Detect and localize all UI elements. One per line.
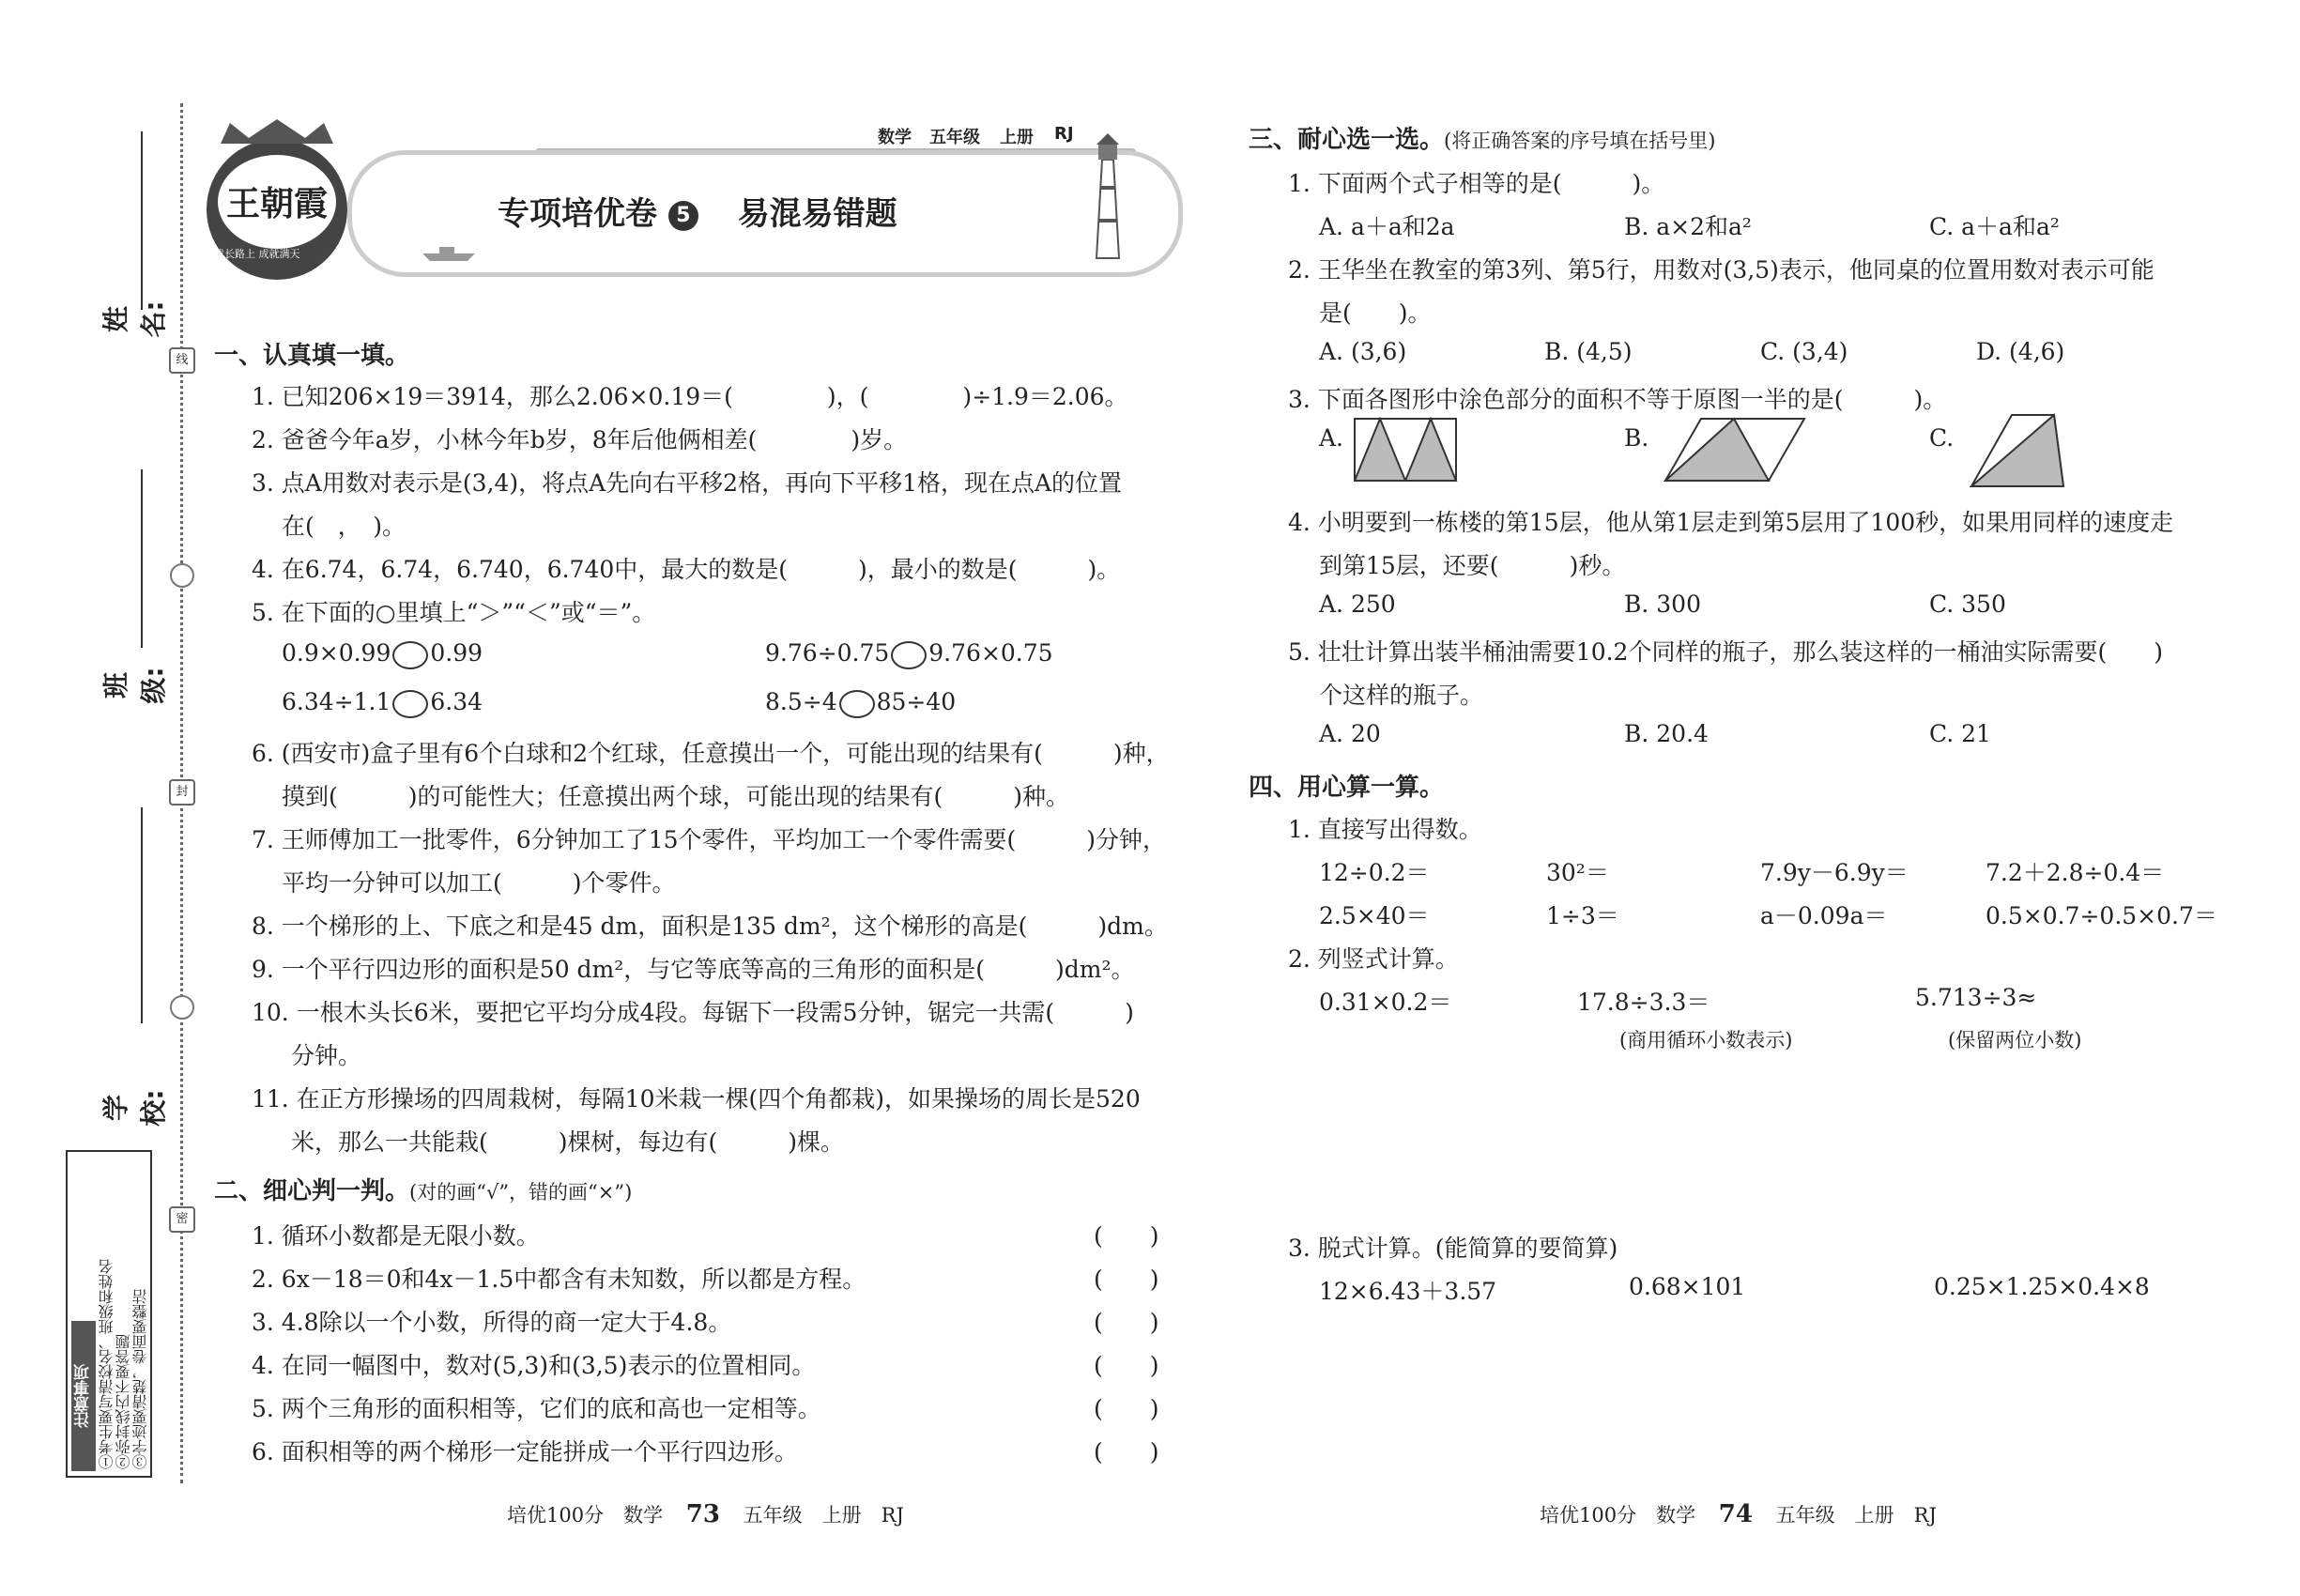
calc-1-item: 0.5×0.7÷0.5×0.7＝ [1986,902,2217,929]
choice-5-option: B. 20.4 [1624,720,1709,747]
school-label: 学 校: [100,1089,169,1127]
section4-title: 四、用心算一算。 [1249,774,1445,802]
page-number: 73 [685,1500,720,1528]
footer-grade: 五年级 上册 RJ [1775,1504,1937,1527]
figure-b [1664,417,1806,484]
choice-3-option-b: B. [1624,424,1649,452]
logo-text: 王朝霞 [225,185,328,223]
compare-left: 8.5÷4 [765,688,837,715]
calc-2: 2. 列竖式计算。 [1288,945,1459,973]
choice-5-line1: 5. 壮壮计算出装半桶油需要10.2个同样的瓶子，那么装这样的一桶油实际需要( ) [1288,638,2163,666]
question-3-line2: 在( ， )。 [282,513,406,540]
meta-edition: RJ [1054,124,1074,144]
compare-circle[interactable] [891,641,927,669]
meta-subject: 数学 [878,128,912,147]
question-11-line2: 米，那么一共能栽( )棵树，每边有( )棵。 [291,1128,845,1156]
calc-1-item: 12÷0.2＝ [1319,859,1430,886]
name-label: 姓 名: [100,300,169,338]
notes-box [66,1150,152,1478]
choice-4-line2: 到第15层，还要( )秒。 [1319,552,1626,579]
question-6-line1: 6. (西安市)盒子里有6个白球和2个红球，任意摸出一个，可能出现的结果有( )种， [252,740,1170,767]
question-3-line1: 3. 点A用数对表示是(3,4)，将点A先向右平移2格，再向下平移1格，现在点A的位置 [252,469,1123,497]
note-item: ②弥封线内不要答题 [115,1334,132,1469]
question-6-line2: 摸到( )的可能性大；任意摸出两个球，可能出现的结果有( )种。 [282,783,1070,810]
choice-3: 3. 下面各图形中涂色部分的面积不等于原图一半的是( )。 [1288,386,1947,413]
judge-item: 4. 在同一幅图中，数对(5,3)和(3,5)表示的位置相同。 [252,1352,816,1379]
calc-1-item: 2.5×40＝ [1319,902,1430,929]
choice-1-option: B. a×2和a² [1624,213,1752,240]
footer-book: 培优100分 数学 [1540,1504,1696,1527]
compare-circle[interactable] [839,690,875,718]
question-5: 5. 在下面的○里填上“＞”“＜”或“＝”。 [252,599,656,626]
calc-3-item: 12×6.43＋3.57 [1319,1278,1497,1305]
meta-volume: 上册 [1000,128,1034,147]
footer-right-page [1540,1500,1937,1528]
question-11-line1: 11. 在正方形操场的四周栽树，每隔10米栽一棵(四个角都栽)，如果操场的周长是520 [252,1085,1141,1113]
compare-item [282,639,483,669]
judge-item: 1. 循环小数都是无限小数。 [252,1222,540,1250]
section1-title: 一、认真填一填。 [214,342,410,370]
choice-4-option: A. 250 [1319,591,1396,618]
compare-item [765,639,1053,669]
judge-answer-paren[interactable]: ( ) [1094,1395,1159,1422]
choice-2-option: B. (4,5) [1544,338,1633,365]
choice-1-option: C. a＋a和a² [1929,213,2060,240]
title-suffix: 易混易错题 [737,195,897,233]
choice-4-option: C. 350 [1929,591,2006,618]
class-line [141,469,143,648]
judge-answer-paren[interactable]: ( ) [1094,1438,1159,1466]
choice-5-line2: 个这样的瓶子。 [1319,682,1484,709]
footer-left-page [507,1500,904,1528]
choice-5-option: C. 21 [1929,720,1991,747]
choice-3-option-c: C. [1929,424,1955,452]
choice-2-line2: 是( )。 [1319,299,1432,327]
calc-1-item: 7.9y－6.9y＝ [1760,859,1909,886]
compare-left: 0.9×0.99 [282,639,391,667]
choice-3-option-a: A. [1319,424,1344,452]
lighthouse-icon [1080,131,1136,263]
choice-4-line1: 4. 小明要到一栋楼的第15层，他从第1层走到第5层用了100秒，如果用同样的速度走 [1288,509,2174,536]
title-number: 5 [668,201,698,231]
judge-item: 5. 两个三角形的面积相等，它们的底和高也一定相等。 [252,1395,821,1422]
compare-circle[interactable] [392,641,428,669]
calc-1-item: 1÷3＝ [1546,902,1619,929]
compare-left: 9.76÷0.75 [765,639,890,667]
calc-3-item: 0.25×1.25×0.4×8 [1934,1273,2150,1300]
choice-1: 1. 下面两个式子相等的是( )。 [1288,170,1665,197]
calc-3: 3. 脱式计算。(能简算的要简算) [1288,1235,1618,1262]
judge-item: 3. 4.8除以一个小数，所得的商一定大于4.8。 [252,1309,732,1336]
question-4: 4. 在6.74，6.74，6.740，6.740中，最大的数是( )，最小的数是( )。 [252,556,1121,583]
calc-1-item: 30²＝ [1546,859,1609,886]
binding-mark-seal: 封 [169,779,195,806]
choice-2-line1: 2. 王华坐在教室的第3列、第5行，用数对(3,5)表示，他同桌的位置用数对表示可能 [1288,256,2154,284]
compare-right: 85÷40 [876,688,957,715]
calc-2-item: 5.713÷3≈ [1915,984,2037,1011]
section3-note: (将正确答案的序号填在括号里) [1444,130,1716,152]
question-7-line2: 平均一分钟可以加工( )个零件。 [282,869,676,897]
choice-1-option: A. a＋a和2a [1319,213,1455,240]
question-9: 9. 一个平行四边形的面积是50 dm²，与它等底等高的三角形的面积是( )dm²。 [252,956,1135,983]
choice-4-option: B. 300 [1624,591,1701,618]
section2-heading: 二、细心判一判。 [214,1177,410,1205]
class-label: 班 级: [100,667,169,704]
calc-1: 1. 直接写出得数。 [1288,816,1482,843]
note-item: ③字迹要清楚，卷面要整洁 [131,1289,149,1469]
question-2: 2. 爸爸今年a岁，小林今年b岁，8年后他俩相差( )岁。 [252,426,908,453]
compare-circle[interactable] [392,690,428,718]
calc-1-item: 7.2＋2.8÷0.4＝ [1986,859,2165,886]
binding-ring [170,563,194,588]
choice-2-option: A. (3,6) [1319,338,1407,365]
logo-inner [218,155,336,249]
calc-1-item: a－0.09a＝ [1760,902,1888,929]
compare-item [282,688,483,718]
section3-title [1249,120,1715,155]
judge-item: 6. 面积相等的两个梯形一定能拼成一个平行四边形。 [252,1438,798,1466]
compare-left: 6.34÷1.1 [282,688,391,715]
choice-5-option: A. 20 [1319,720,1381,747]
choice-2-option: D. (4,6) [1976,338,2065,365]
calc-2-note: (保留两位小数) [1948,1029,2082,1051]
ship-icon [421,244,477,263]
calc-2-note: (商用循环小数表示) [1619,1029,1793,1051]
question-10-line1: 10. 一根木头长6米，要把它平均分成4段。每锯下一段需5分钟，锯完一共需( ) [252,999,1134,1026]
question-1: 1. 已知206×19＝3914，那么2.06×0.19＝( )，( )÷1.9＝2.06。 [252,383,1128,410]
logo-slogan: 成长路上 成就满天 [214,248,300,260]
question-7-line1: 7. 王师傅加工一批零件，6分钟加工了15个零件，平均加工一个零件需要( )分钟， [252,826,1167,853]
section2-title [214,1172,632,1206]
footer-grade: 五年级 上册 RJ [743,1504,904,1527]
judge-answer-paren[interactable]: ( ) [1094,1222,1159,1250]
compare-item [765,688,956,718]
figure-a [1354,417,1459,484]
note-item: ①考生要写清校名、班级和姓名 [98,1259,115,1469]
compare-right: 9.76×0.75 [928,639,1053,667]
crown-icon [211,117,343,146]
section2-note: (对的画“√”，错的画“×”) [409,1181,633,1204]
title-prefix: 专项培优卷 [498,195,657,233]
school-line [141,807,143,1023]
figure-c [1970,413,2065,490]
calc-2-item: 0.31×0.2＝ [1319,989,1452,1016]
calc-3-item: 0.68×101 [1629,1273,1746,1300]
choice-2-option: C. (3,4) [1760,338,1848,365]
question-8: 8. 一个梯形的上、下底之和是45 dm，面积是135 dm²，这个梯形的高是( )dm。 [252,913,1168,940]
name-line [141,131,143,310]
judge-answer-paren[interactable]: ( ) [1094,1266,1159,1293]
compare-right: 6.34 [430,688,483,715]
binding-ring [170,995,194,1020]
calc-2-item: 17.8÷3.3＝ [1577,989,1710,1016]
notes-title: 注意事项 [71,1321,96,1471]
judge-answer-paren[interactable]: ( ) [1094,1352,1159,1379]
meta-grade: 五年级 [929,128,980,147]
binding-mark-secret: 密 [169,1206,195,1233]
page-number: 74 [1718,1500,1753,1528]
footer-book: 培优100分 数学 [507,1504,664,1527]
binding-mark-line: 线 [169,347,195,374]
compare-right: 0.99 [430,639,483,667]
page-title [498,188,897,234]
question-10-line2: 分钟。 [291,1042,362,1069]
section3-heading: 三、耐心选一选。 [1249,126,1445,154]
judge-item: 2. 6x－18＝0和4x－1.5中都含有未知数，所以都是方程。 [252,1266,866,1293]
judge-answer-paren[interactable]: ( ) [1094,1309,1159,1336]
